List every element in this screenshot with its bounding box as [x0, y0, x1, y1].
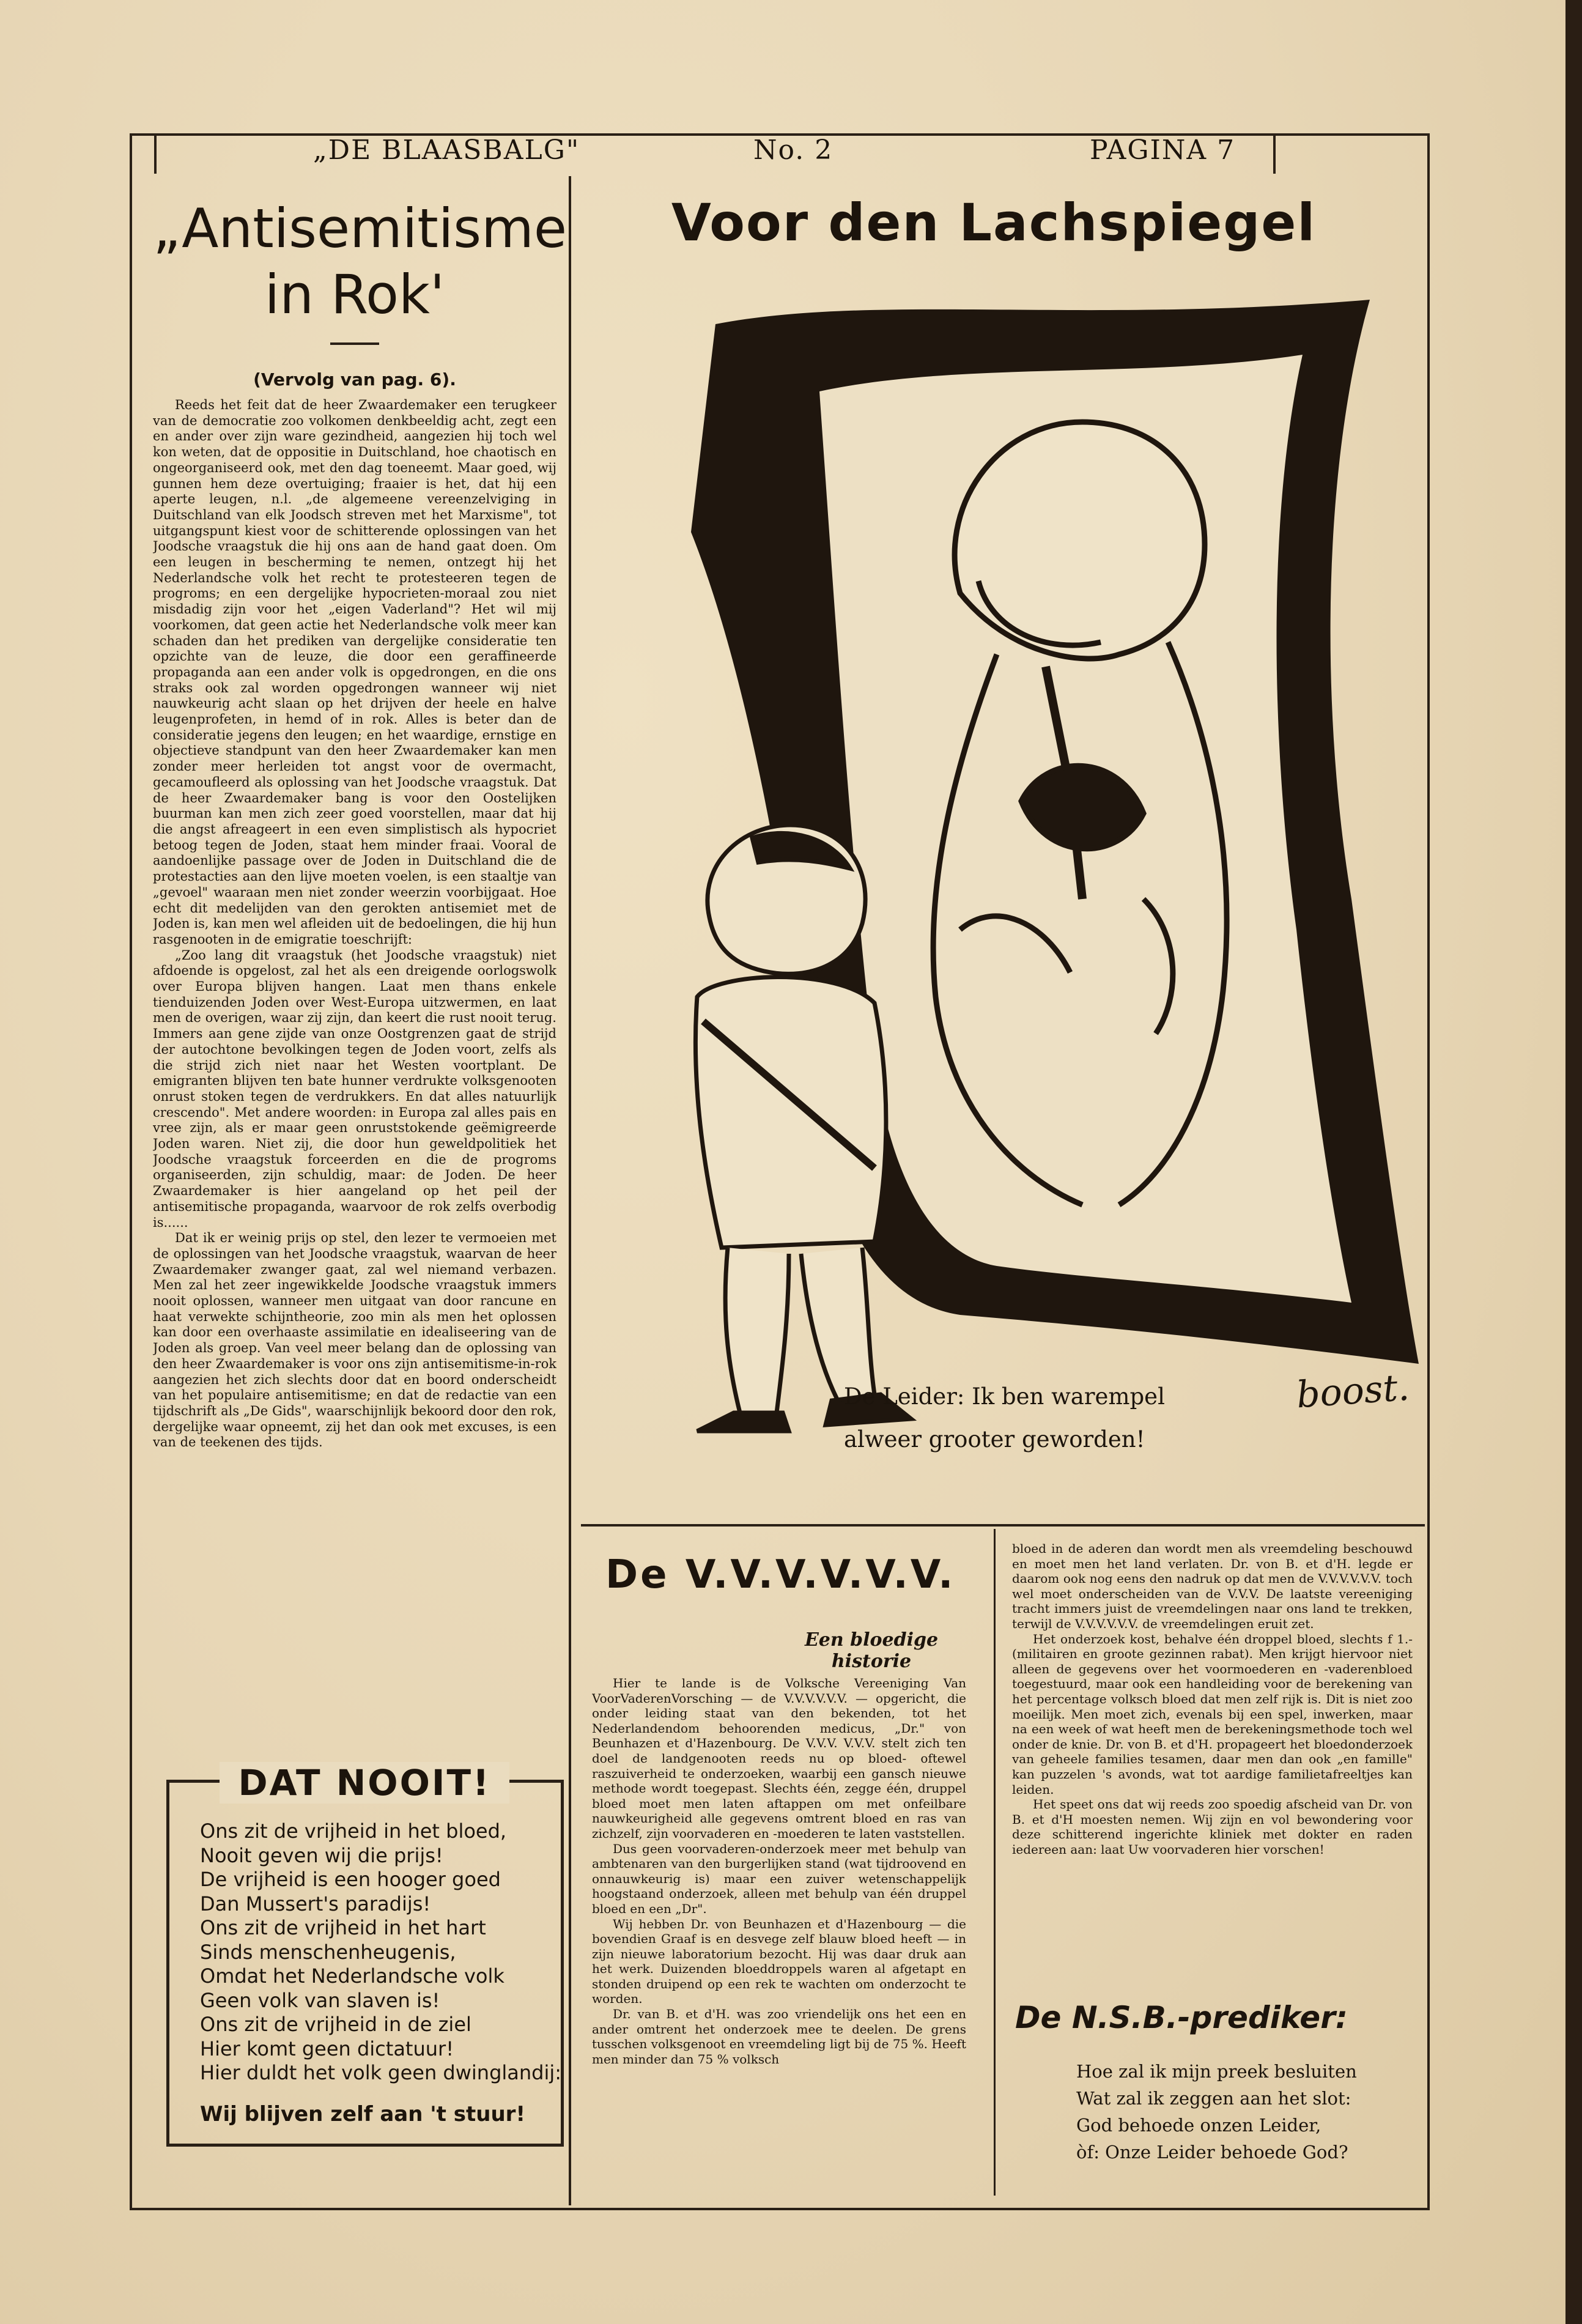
vvv-paragraph: Het onderzoek kost, behalve één droppel bloed, slechts f 1.- (militairen en groote gezinnen rabat). Men krijgt hiervoor niet alleen de gegevens over het voormoederen en -vaderenbloed toegestuurd, maar ook een handleiding voor de berekening van het percentage volksch bloed dat men zelf rijk is. Dit is niet zoo moeilijk. Men moet zich, evenals bij een spel, inwerken, maar na een week of wat heeft men de berekeningsmethode toch wel onder de knie. Dr. von B. et d'H. propageert het bloedonderzoek van geheele families tesamen, daar men dan ook „en famille" kan puzzelen 's avonds, wat tot aardige familietafreeltjes kan leiden.: [1012, 1631, 1413, 1797]
vvv-paragraph: Dus geen voorvaderen-onderzoek meer met behulp van ambtenaren van den burgerlijken stand (wat tijdroovend en onnauwkeurig is) maar een zuiver wetenschappelijk hoogstaand onderzoek, alleen met behulp van één druppel bloed en een „Dr".: [592, 1841, 966, 1916]
poem-line: Ons zit de vrijheid in het hart: [200, 1916, 486, 1939]
vvv-subtitle: Een bloedige historie: [804, 1629, 939, 1672]
vvv-column-1: [592, 1676, 966, 2177]
poem-line: Ons zit de vrijheid in de ziel: [200, 2013, 471, 2036]
dat-nooit-title: DAT NOOIT!: [220, 1762, 509, 1804]
paper-name: „DE BLAASBALG": [313, 135, 580, 166]
cartoon-title: Voor den Lachspiegel: [671, 193, 1317, 253]
nsb-line: òf: Onze Leider behoede God?: [1076, 2142, 1348, 2163]
poem-line: Geen volk van slaven is!: [200, 1988, 440, 2012]
poem-lines: [200, 1819, 562, 2085]
poem-line: Ons zit de vrijheid in het bloed,: [200, 1819, 507, 1843]
vvv-column-separator: [994, 1529, 996, 2196]
column-separator: [569, 176, 571, 2205]
section-separator: [581, 1524, 1425, 1527]
continued-note: (Vervolg van pag. 6).: [253, 369, 456, 390]
nsb-line: Hoe zal ik mijn preek besluiten: [1076, 2061, 1357, 2082]
poem-line: Dan Mussert's paradijs!: [200, 1892, 431, 1915]
poem-line: Hier duldt het volk geen dwinglandij:: [200, 2061, 562, 2084]
poem-last-line: Wij blijven zelf aan 't stuur!: [200, 2102, 525, 2126]
vvv-paragraph: Wij hebben Dr. von Beunhazen et d'Hazenbourg — die bovendien Graaf is en desvege zelf blauw bloed heeft — in zijn nieuwe laboratorium bezocht. Hij was daar druk aan het werk. Duizenden bloeddroppels waren al afgetapt en stonden druipend op een rek te wachten om onderzocht te worden.: [592, 1916, 966, 2007]
nsb-line: Wat zal ik zeggen aan het slot:: [1076, 2088, 1351, 2109]
article-paragraph: Dat ik er weinig prijs op stel, den lezer te vermoeien met de oplossingen van het Joodsche vraagstuk, waarvan de heer Zwaardemaker zwanger gaat, zal wel niemand verbazen. Men zal het zeer ingewikkelde Joodsche vraagstuk immers nooit oplossen, wanneer men uitgaat van door rancune en haat verwekte schijntheorie, zoo min als men het oplossen kan door een overhaaste assimilatie en idealiseering van de Joden als groep. Van veel meer belang dan de oplossing van den heer Zwaardemaker is voor ons zijn antisemitisme-in-rok aangezien het zich slechts door dat en boord onderscheidt van het populaire antisemitisme; en dat de redactie van een tijdschrift als „De Gids", waarschijnlijk bekoord door den rok, dergelijke waar opneemt, zij het dan ook met excuses, is een van de teekenen des tijds.: [153, 1230, 556, 1450]
page-number: PAGINA 7: [1090, 135, 1236, 166]
poem-line: Omdat het Nederlandsche volk: [200, 1964, 505, 1988]
poem-line: De vrijheid is een hooger goed: [200, 1868, 501, 1891]
vvv-paragraph: Het speet ons dat wij reeds zoo spoedig afscheid van Dr. von B. et d'H moesten nemen. Wij zijn en vol bewondering voor deze schitterend ingerichte kliniek met dokter en raden iedereen aan: laat Uw voorvaderen hier vorschen!: [1012, 1797, 1413, 1857]
vvv-column-2: [1012, 1541, 1413, 1994]
article-title: [153, 196, 567, 328]
vvv-paragraph: bloed in de aderen dan wordt men als vreemdeling beschouwd en moet men het land verlaten. Dr. von B. et d'H. legde er daarom ook nog eens den nadruk op dat men de V.V.V.V.V.V. toch wel moet onderscheiden van de V.V.V. De laatste vereeniging tracht immers juist de vreemdelingen naar ons land te trekken, terwijl de V.V.V.V.V.V. de vreemdelingen eruit zet.: [1012, 1541, 1413, 1631]
vvv-paragraph: Hier te lande is de Volksche Vereeniging Van VoorVaderenVorsching — de V.V.V.V.V.V. — opgericht, die onder leiding staat van den bekenden, tot het Nederlandendom behoorenden medicus, „Dr." von Beunhazen et d'Hazenbourg. De V.V.V. V.V.V. stelt zich ten doel de landgenooten reeds nu op bloed- oftewel raszuiverheid te onderzoeken, waarbij een gansch nieuwe methode wordt toegepast. Slechts één, zegge één, druppel bloed moet men laten aftappen om met onfeilbare nauwkeurigheid alle gegevens omtrent bloed en ras van zichzelf, zijn voorvaderen en -moederen te laten vaststellen.: [592, 1676, 966, 1841]
article-title-line1: „Antisemitisme: [153, 197, 567, 260]
artist-signature: boost.: [1295, 1366, 1411, 1417]
nsb-line: God behoede onzen Leider,: [1076, 2115, 1321, 2136]
poem-line: Hier komt geen dictatuur!: [200, 2037, 454, 2060]
article-body: [153, 398, 556, 1651]
dat-nooit-box: [166, 1762, 564, 2147]
article-title-line2: in Rok': [264, 263, 445, 326]
issue-number: No. 2: [753, 135, 834, 166]
nsb-title: De N.S.B.-prediker:: [1015, 2000, 1348, 2035]
vvv-title: De V.V.V.V.V.V.: [605, 1552, 956, 1597]
poem-line: Nooit geven wij die prijs!: [200, 1843, 443, 1867]
vvv-paragraph: Dr. van B. et d'H. was zoo vriendelijk ons het een en ander omtrent het onderzoek mee te deelen. De grens tusschen volksgenoot en vreemdeling ligt bij de 75 %. Heeft men minder dan 75 % volksch: [592, 2007, 966, 2067]
cartoon-caption-line1: De Leider: Ik ben warempel: [844, 1383, 1165, 1410]
article-paragraph: „Zoo lang dit vraagstuk (het Joodsche vraagstuk) niet afdoende is opgelost, zal het als een dreigende oorlogswolk over Europa blijven hangen. Laat men thans enkele tienduizenden Joden over West-Europa uitzwermen, en laat men de overigen, waar zij zijn, dan keert die rust nooit terug. Immers aan gene zijde van onze Oostgrenzen gaat de strijd der autochtone bevolkingen tegen de Joden voort, zelfs als die strijd zich niet naar het Westen voortplant. De emigranten blijven ten bate hunner verdrukte volksgenooten onrust stoken tegen de verdrukkers. En dat alles natuurlijk crescendo". Met andere woorden: in Europa zal alles pais en vree zijn, als er maar geen onruststokende geëmigreerde Joden waren. Niet zij, die door hun geweldpolitiek het Joodsche vraagstuk forceerden en die de progroms organiseerden, zijn schuldig, maar: de Joden. De heer Zwaardemaker is hier aangeland op het peil der antisemitische propaganda, waarvoor de rok zelfs overbodig is......: [153, 947, 556, 1230]
poem-line: Sinds menschenheugenis,: [200, 1940, 456, 1964]
article-paragraph: Reeds het feit dat de heer Zwaardemaker een terugkeer van de democratie zoo volkomen denkbeeldig acht, zegt een en ander over zijn ware gezindheid, aangezien hij toch wel kon weten, dat de oppositie in Duitschland, hoe chaotisch en ongeorganiseerd ook, met den dag toeneemt. Maar goed, wij gunnen hem deze overtuiging; fraaier is het, dat hij een aperte leugen, n.l. „de algemeene vereenzelviging in Duitschland van elk Joodsch streven met het Marxisme", tot uitgangspunt kiest voor de schitterende oplossingen van het Joodsche vraagstuk die hij ons aan de hand gaat doen. Om een leugen in bescherming te nemen, ontzegt hij het Nederlandsche volk het recht te protesteeren tegen de progroms; en een dergelijke hypocrieten-moraal zou niet misdadig zijn voor het „eigen Vaderland"? Het wil mij voorkomen, dat geen actie het Nederlandsche volk meer kan schaden dan het prediken van dergelijke consideratie ten opzichte van de leuze, die door een geraffineerde propaganda aan een ander volk is opgedrongen, en die ons straks ook zal worden opgedrongen wanneer wij niet nauwkeurig acht slaan op het drijven der heele en halve leugenprofeten, in hemd of in rok. Alles is beter dan de consideratie jegens den leugen; en het waardige, ernstige en objectieve standpunt van den heer Zwaardemaker kan men zonder meer herleiden tot angst voor de overmacht, gecamoufleerd als oplossing van het Joodsche vraagstuk. Dat de heer Zwaardemaker bang is voor den Oostelijken buurman kan men zich zeer goed voorstellen, maar dat hij die angst afreageert in een even simplistisch als hypocriet betoog tegen de Joden, staat hem minder fraai. Vooral de aandoenlijke passage over de Joden in Duitschland die de protestacties aan den lijve moeten voelen, is een staaltje van „gevoel" waaraan men niet zonder weerzin voorbijgaat. Hoe echt dit medelijden van den gerokten antisemiet met de Joden is, kan men wel afleiden uit de bedoelingen, die hij hun rasgenooten in de emigratie toeschrijft:: [153, 398, 556, 947]
cartoon-caption-line2: alweer grooter geworden!: [844, 1426, 1145, 1452]
cartoon-illustration: [618, 287, 1425, 1486]
title-rule: [330, 342, 379, 345]
